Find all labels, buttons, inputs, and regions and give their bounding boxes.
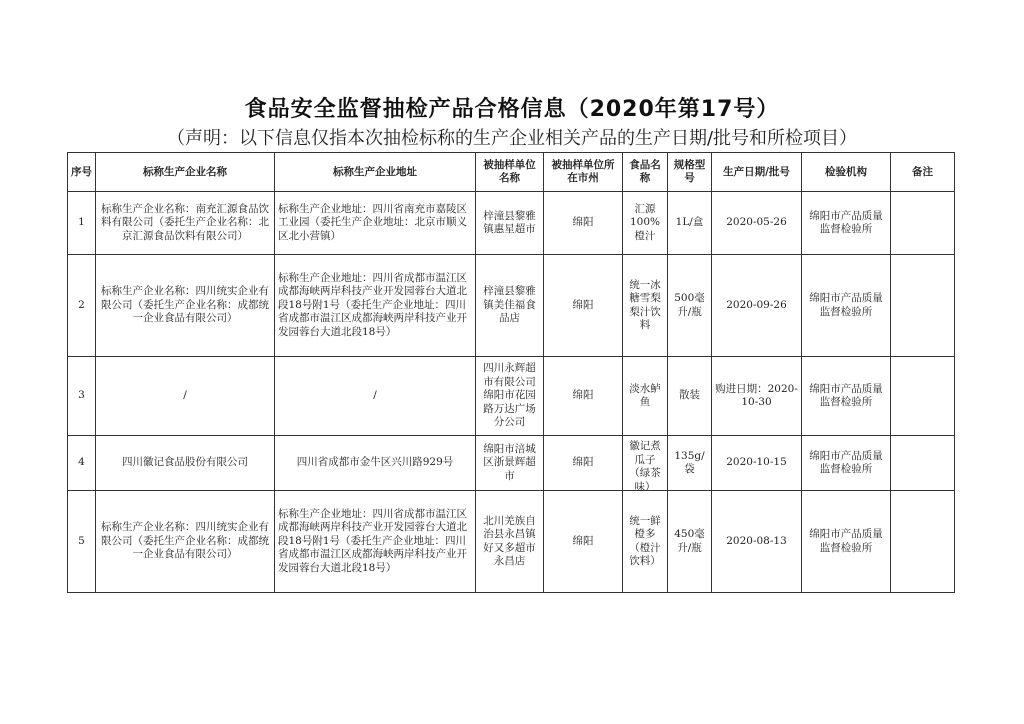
cell-no: 1 bbox=[68, 192, 96, 255]
cell-sampled-unit: 梓潼县黎雅镇美佳福食品店 bbox=[476, 255, 544, 357]
cell-note bbox=[891, 436, 955, 491]
cell-sampled-unit: 四川永辉超市有限公司绵阳市花园路万达广场分公司 bbox=[476, 357, 544, 436]
cell-food: 淡水鲈鱼 bbox=[623, 357, 668, 436]
document-subtitle: （声明：以下信息仅指本次抽检标称的生产企业相关产品的生产日期/批号和所检项目） bbox=[166, 128, 858, 149]
cell-spec: 散装 bbox=[668, 357, 712, 436]
cell-date: 2020-08-13 bbox=[712, 491, 802, 593]
cell-sampled-unit: 绵阳市涪城区浙景辉超市 bbox=[476, 436, 544, 491]
cell-date: 2020-05-26 bbox=[712, 192, 802, 255]
table-row bbox=[68, 491, 955, 593]
header-spec: 规格型号 bbox=[668, 153, 712, 192]
header-mfr-addr: 标称生产企业地址 bbox=[275, 153, 476, 192]
header-food: 食品名称 bbox=[623, 153, 668, 192]
table-row bbox=[68, 255, 955, 357]
table-row bbox=[68, 357, 955, 436]
cell-food: 统一冰糖雪梨梨汁饮料 bbox=[623, 255, 668, 357]
cell-note bbox=[891, 357, 955, 436]
header-mfr-name: 标称生产企业名称 bbox=[96, 153, 275, 192]
cell-no: 5 bbox=[68, 491, 96, 593]
cell-food: 汇源100%橙汁 bbox=[623, 192, 668, 255]
table-row bbox=[68, 436, 955, 491]
table-header-row bbox=[68, 153, 955, 192]
cell-no: 4 bbox=[68, 436, 96, 491]
cell-mfr-name: 标称生产企业名称：南充汇源食品饮料有限公司（委托生产企业名称：北京汇源食品饮料有限公司） bbox=[96, 192, 275, 255]
cell-date: 2020-09-26 bbox=[712, 255, 802, 357]
cell-note bbox=[891, 491, 955, 593]
table-row bbox=[68, 192, 955, 255]
cell-org: 绵阳市产品质量监督检验所 bbox=[802, 491, 891, 593]
cell-org: 绵阳市产品质量监督检验所 bbox=[802, 255, 891, 357]
cell-note bbox=[891, 192, 955, 255]
cell-food: 统一鲜橙多（橙汁饮料） bbox=[623, 491, 668, 593]
header-city: 被抽样单位所在市州 bbox=[544, 153, 623, 192]
cell-city: 绵阳 bbox=[544, 255, 623, 357]
document-title: 食品安全监督抽检产品合格信息（2020年第17号） bbox=[244, 97, 780, 122]
cell-mfr-name: 四川徽记食品股份有限公司 bbox=[96, 436, 275, 491]
cell-city: 绵阳 bbox=[544, 491, 623, 593]
cell-org: 绵阳市产品质量监督检验所 bbox=[802, 192, 891, 255]
cell-mfr-name: / bbox=[96, 357, 275, 436]
header-note: 备注 bbox=[891, 153, 955, 192]
cell-note bbox=[891, 255, 955, 357]
cell-org: 绵阳市产品质量监督检验所 bbox=[802, 357, 891, 436]
cell-date: 2020-10-15 bbox=[712, 436, 802, 491]
cell-food-text: 徽记煮瓜子（绿茶味） bbox=[629, 440, 661, 493]
header-no: 序号 bbox=[68, 153, 96, 192]
cell-food bbox=[623, 436, 668, 491]
cell-city: 绵阳 bbox=[544, 192, 623, 255]
cell-city: 绵阳 bbox=[544, 436, 623, 491]
cell-spec: 450毫升/瓶 bbox=[668, 491, 712, 593]
cell-mfr-name: 标称生产企业名称：四川统实企业有限公司（委托生产企业名称：成都统一企业食品有限公司） bbox=[96, 255, 275, 357]
cell-spec: 1L/盒 bbox=[668, 192, 712, 255]
cell-mfr-addr: 标称生产企业地址：四川省南充市嘉陵区工业园（委托生产企业地址：北京市顺义区北小营镇） bbox=[275, 192, 476, 255]
cell-spec: 135g/袋 bbox=[668, 436, 712, 491]
cell-sampled-unit: 北川羌族自治县永昌镇好又多超市永昌店 bbox=[476, 491, 544, 593]
cell-date: 购进日期：2020-10-30 bbox=[712, 357, 802, 436]
cell-mfr-addr: 标称生产企业地址：四川省成都市温江区成都海峡两岸科技产业开发园蓉台大道北段18号附1号（委托生产企业地址：四川省成都市温江区成都海峡两岸科技产业开发园蓉台大道北段18号） bbox=[275, 491, 476, 593]
inspection-table bbox=[67, 152, 955, 593]
cell-mfr-addr: 四川省成都市金牛区兴川路929号 bbox=[275, 436, 476, 491]
cell-spec: 500毫升/瓶 bbox=[668, 255, 712, 357]
cell-sampled-unit: 梓潼县黎雅镇惠星超市 bbox=[476, 192, 544, 255]
cell-city: 绵阳 bbox=[544, 357, 623, 436]
cell-no: 3 bbox=[68, 357, 96, 436]
cell-org: 绵阳市产品质量监督检验所 bbox=[802, 436, 891, 491]
header-org: 检验机构 bbox=[802, 153, 891, 192]
header-date: 生产日期/批号 bbox=[712, 153, 802, 192]
header-sampled-unit: 被抽样单位名称 bbox=[476, 153, 544, 192]
cell-no: 2 bbox=[68, 255, 96, 357]
cell-mfr-name: 标称生产企业名称：四川统实企业有限公司（委托生产企业名称：成都统一企业食品有限公司） bbox=[96, 491, 275, 593]
cell-mfr-addr: 标称生产企业地址：四川省成都市温江区成都海峡两岸科技产业开发园蓉台大道北段18号附1号（委托生产企业地址：四川省成都市温江区成都海峡两岸科技产业开发园蓉台大道北段18号） bbox=[275, 255, 476, 357]
cell-mfr-addr: / bbox=[275, 357, 476, 436]
